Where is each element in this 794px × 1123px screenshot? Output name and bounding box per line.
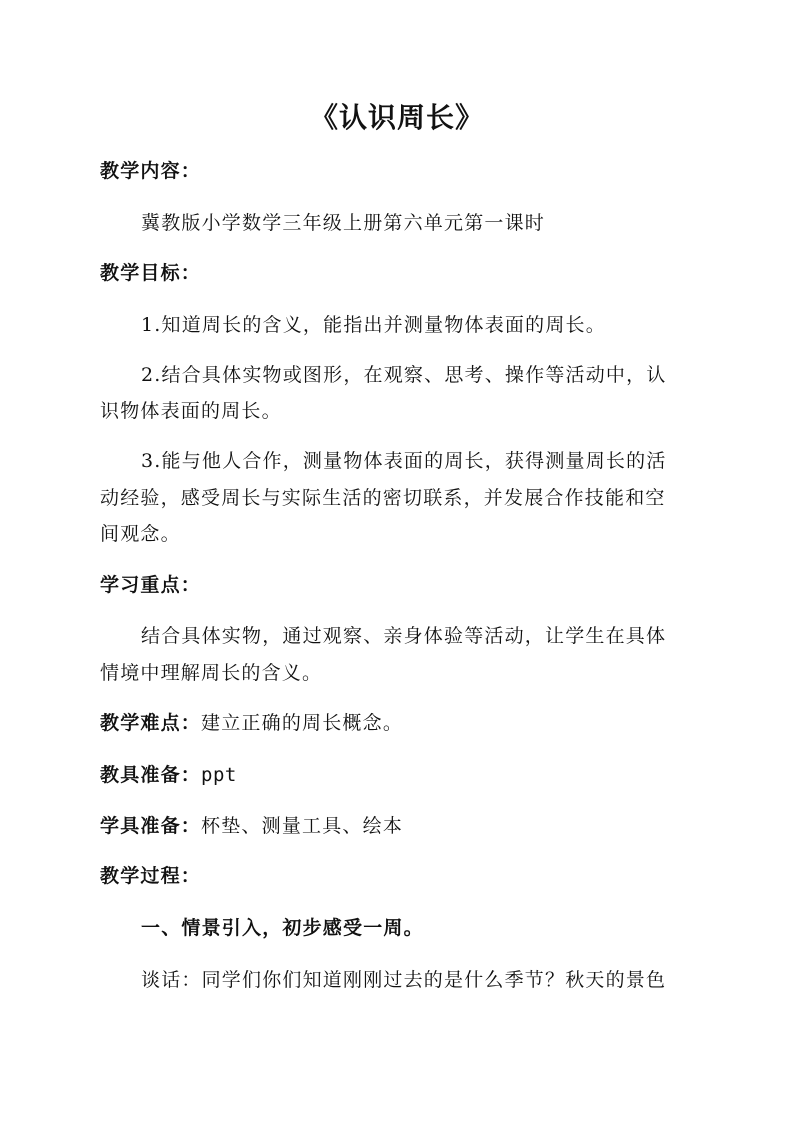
teaching-tools-row (100, 761, 237, 789)
difficulty-text: 建立正确的周长概念。 (201, 712, 404, 734)
goal-3-line-3: 间观念。 (100, 523, 181, 545)
step-1-text: 谈话：同学们你们知道刚刚过去的是什么季节？秋天的景色 (141, 969, 667, 991)
teaching-content-text: 冀教版小学数学三年级上册第六单元第一课时 (141, 212, 546, 234)
goal-2-line-2: 识物体表面的周长。 (100, 400, 282, 422)
teaching-tools-label: 教具准备： (100, 764, 202, 786)
key-point-line-1: 结合具体实物，通过观察、亲身体验等活动，让学生在具体 (141, 625, 667, 647)
student-tools-text: 杯垫、测量工具、绘本 (201, 815, 404, 837)
difficulty-label: 教学难点： (100, 712, 202, 734)
teaching-goals-heading: 教学目标： (100, 262, 202, 284)
goal-2-line-1: 2.结合具体实物或图形，在观察、思考、操作等活动中，认 (141, 364, 667, 386)
goal-1: 1.知道周长的含义，能指出并测量物体表面的周长。 (141, 314, 606, 336)
difficulty-row (100, 709, 403, 737)
teaching-tools-text: ppt (201, 764, 237, 786)
goal-3-line-1: 3.能与他人合作，测量物体表面的周长，获得测量周长的活 (141, 450, 667, 472)
step-1-heading: 一、情景引入，初步感受一周。 (141, 917, 424, 939)
student-tools-row (100, 812, 403, 840)
key-point-heading: 学习重点： (100, 574, 202, 596)
key-point-line-2: 情境中理解周长的含义。 (100, 662, 323, 684)
teaching-process-heading: 教学过程： (100, 865, 202, 887)
teaching-content-heading: 教学内容： (100, 160, 202, 182)
document-title: 《认识周长》 (309, 101, 484, 134)
student-tools-label: 学具准备： (100, 815, 202, 837)
goal-3-line-2: 动经验，感受周长与实际生活的密切联系，并发展合作技能和空 (100, 487, 666, 509)
